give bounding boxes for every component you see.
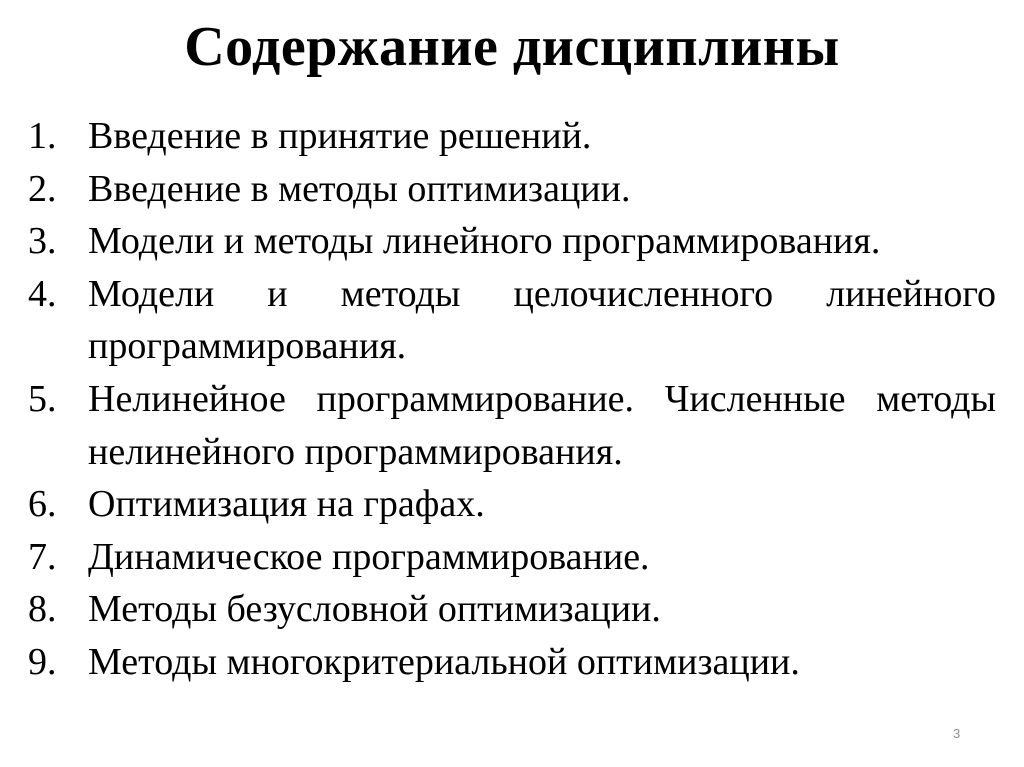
item-text: Методы многокритериальной оптимизации. bbox=[88, 640, 800, 683]
item-text: Оптимизация на графах. bbox=[88, 483, 485, 526]
item-number: 7. bbox=[28, 535, 57, 578]
slide-title: Содержание дисциплины bbox=[184, 16, 840, 78]
page-number: 3 bbox=[953, 726, 961, 741]
item-text: Модели и методы линейного программирования. bbox=[88, 220, 881, 263]
list-item bbox=[28, 110, 996, 163]
list-item bbox=[28, 636, 996, 689]
item-text: Динамическое программирование. bbox=[88, 535, 650, 578]
item-number: 5. bbox=[28, 377, 57, 420]
list-item bbox=[28, 583, 996, 636]
item-number: 8. bbox=[28, 588, 57, 631]
list-item bbox=[28, 163, 996, 216]
item-number: 1. bbox=[28, 115, 57, 157]
item-number: 2. bbox=[28, 167, 57, 210]
list-item bbox=[28, 373, 996, 478]
item-text: Методы безусловной оптимизации. bbox=[88, 588, 661, 631]
list-item bbox=[28, 478, 996, 531]
list-item bbox=[28, 215, 996, 268]
item-number: 6. bbox=[28, 483, 57, 526]
item-text: Введение в принятие решений. bbox=[88, 115, 592, 157]
item-number: 3. bbox=[28, 220, 57, 263]
item-number: 4. bbox=[28, 272, 57, 315]
item-number: 9. bbox=[28, 640, 57, 683]
item-text: Модели и методы целочисленного линейного программирования. bbox=[88, 272, 996, 368]
list-item bbox=[28, 531, 996, 584]
contents-list bbox=[28, 110, 996, 689]
list-item bbox=[28, 268, 996, 373]
item-text: Нелинейное программирование. Численные методы нелинейного программирования. bbox=[88, 377, 996, 473]
item-text: Введение в методы оптимизации. bbox=[88, 167, 631, 210]
